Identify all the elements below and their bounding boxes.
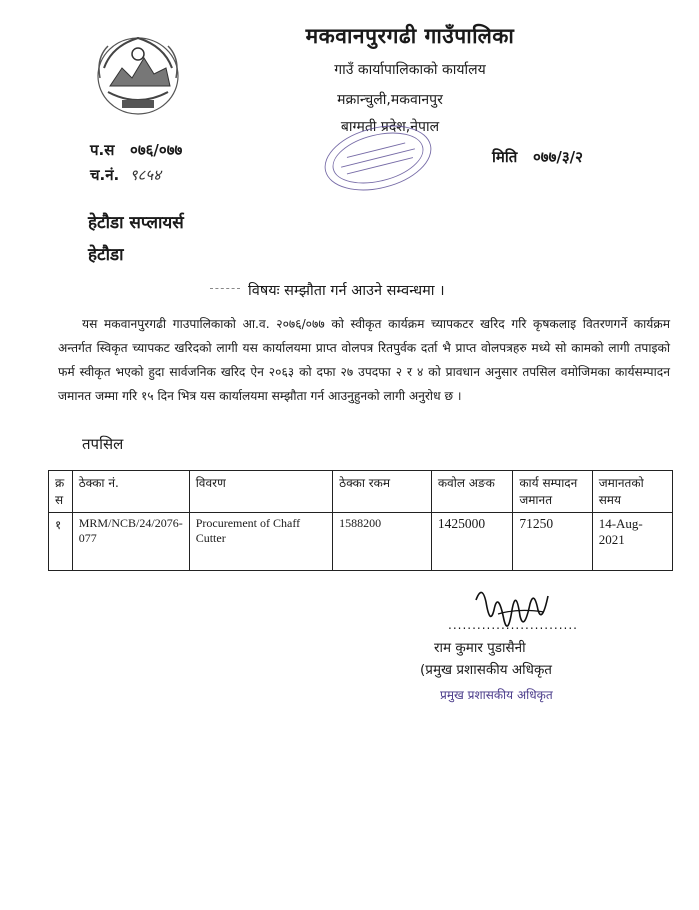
- office-stamp-icon: [318, 118, 438, 196]
- schedule-table: [48, 470, 673, 571]
- reference-ps: [90, 140, 182, 160]
- body-paragraph: यस मकवानपुरगढी गाउपालिकाको आ.व. २०७६/०७७ को स्वीकृत कार्यक्रम च्यापकटर खरिद गरि कृषकलाइ वितरणगर्ने कार्यक्रम अन्तर्गत स्विकृत च्यापकट खरिदको लागी यस कार्यालयमा प्राप्त वोलपत्र रितपुर्वक दर्ता भै प्राप्त वोलपत्रहरु मध्ये सो कामको लागी तपाइको फर्म स्वीकृत भएको हुदा सार्वजनिक खरिद ऐन २०६३ को दफा २७ उपदफा २ र ४ को प्रावधान अनुसार तपसिल वमोजिमका कार्यसम्पादन जमानत जम्मा गरि १५ दिन भित्र यस कार्यालयमा सम्झौता गर्न आउनुहुनको लागी अनुरोध छ ।: [58, 317, 670, 403]
- cn-value: ९८५४: [129, 166, 161, 184]
- column-header: ठेक्का रकम: [333, 471, 432, 513]
- cell-contract-no: MRM/NCB/24/2076-077: [72, 513, 189, 571]
- subject-line: विषयः सम्झौता गर्न आउने सम्वन्धमा ।: [248, 283, 445, 299]
- cell-sn: १: [49, 513, 73, 571]
- signatory-name: राम कुमार पुडासैनी: [434, 640, 526, 656]
- cell-performance-security: 71250: [513, 513, 592, 571]
- municipality-title: मकवानपुरगढी गाउँपालिका: [305, 24, 515, 48]
- table-header-row: [49, 471, 673, 513]
- subject-mark: [210, 288, 240, 289]
- column-header: क्र स: [49, 471, 73, 513]
- column-header: ठेक्का नं.: [72, 471, 189, 513]
- column-header: विवरण: [189, 471, 332, 513]
- date-value: ०७७/३/२: [532, 148, 583, 166]
- cell-bid-amount: 1425000: [431, 513, 513, 571]
- recipient-name: हेटौडा सप्लायर्स: [88, 213, 184, 233]
- signatory-post: (प्रमुख प्रशासकीय अधिकृत: [420, 662, 553, 678]
- reference-cn: [90, 165, 161, 185]
- letter-date: [492, 147, 583, 167]
- address-line-1: मक्रान्चुली,मकवानपुर: [337, 92, 443, 108]
- office-name: गाउँ कार्यापालिकाको कार्यालय: [334, 62, 486, 78]
- cell-contract-amount: 1588200: [333, 513, 432, 571]
- column-header: कवोल अङक: [431, 471, 513, 513]
- ps-value: ०७६/०७७: [130, 141, 183, 159]
- cn-label: च.नं.: [90, 166, 120, 184]
- column-header: कार्य सम्पादन जमानत: [513, 471, 592, 513]
- signatory-stamp: प्रमुख प्रशासकीय अधिकृत: [440, 688, 553, 702]
- signature-dots: ...........................: [448, 618, 578, 632]
- date-label: मिति: [492, 148, 518, 166]
- cell-description: Procurement of Chaff Cutter: [189, 513, 332, 571]
- letter-body: [58, 312, 670, 408]
- recipient-place: हेटौडा: [88, 245, 124, 265]
- government-emblem-icon: [92, 28, 184, 120]
- address-line-2: बाग्मती प्रदेश,नेपाल: [340, 119, 440, 135]
- column-header: जमानतको समय: [592, 471, 672, 513]
- ps-label: प.स: [90, 141, 115, 159]
- schedule-heading: तपसिल: [82, 435, 124, 453]
- table-row: [49, 513, 673, 571]
- cell-validity: 14-Aug-2021: [592, 513, 672, 571]
